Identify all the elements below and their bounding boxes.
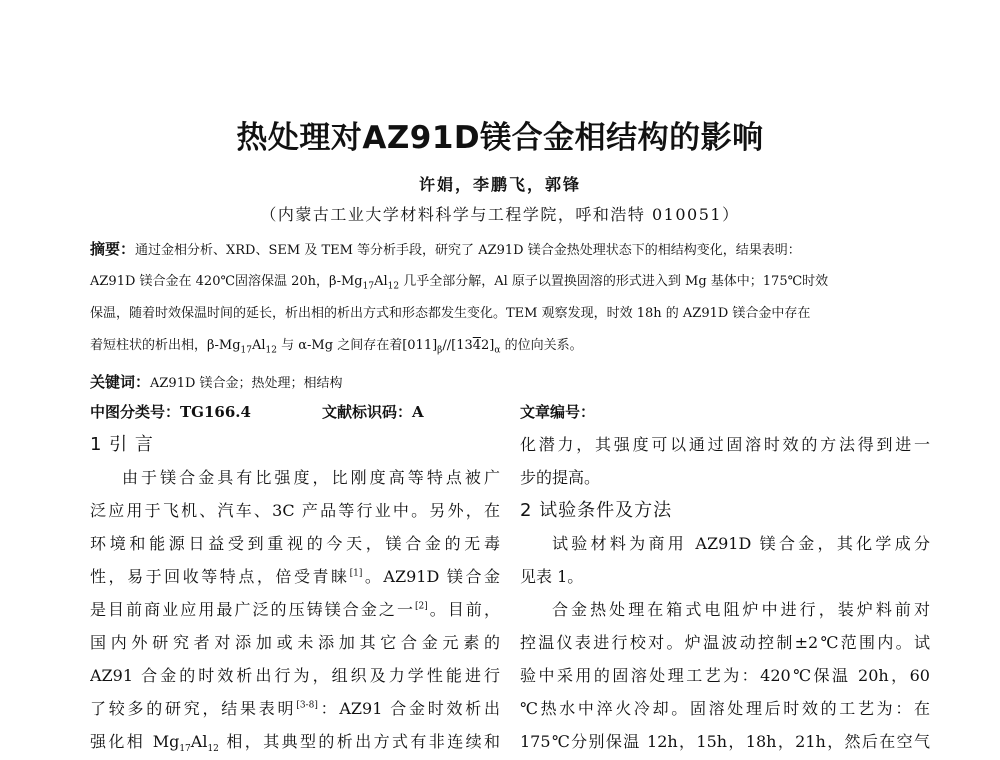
body-line: 环境和能源日益受到重视的今天，镁合金的无毒 bbox=[90, 534, 500, 553]
subscript: α bbox=[494, 345, 501, 356]
body-line bbox=[90, 725, 500, 758]
subscript: 17 bbox=[362, 281, 375, 292]
body-line: 国内外研究者对添加或未添加其它合金元素的 bbox=[90, 633, 500, 652]
article-number: 文章编号： bbox=[520, 403, 596, 421]
body-line bbox=[90, 692, 500, 725]
keywords-label: 关键词： bbox=[90, 373, 151, 391]
abstract-text: 与 α-Mg 之间存在着[011] bbox=[277, 338, 438, 353]
keywords-text: AZ91D 镁合金；热处理；相结构 bbox=[150, 376, 343, 391]
body-text: 是目前商业应用最广泛的压铸镁合金之一 bbox=[90, 600, 415, 619]
clc-number bbox=[90, 401, 251, 422]
abstract-text: //[13 bbox=[442, 338, 473, 353]
abstract-line-1 bbox=[90, 238, 920, 259]
body-text: Al bbox=[190, 732, 208, 751]
subscript: 12 bbox=[387, 281, 400, 292]
body-text: 。目前， bbox=[427, 600, 500, 619]
abstract-line-3: 保温，随着时效保温时间的延长，析出相的析出方式和形态都发生变化。TEM 观察发现，时效 18h 的 AZ91D 镁合金中存在 bbox=[90, 306, 811, 321]
body-line: 由于镁合金具有比强度，比刚度高等特点被广 bbox=[122, 468, 500, 487]
body-text: 强化相 Mg bbox=[90, 732, 180, 751]
subscript: 17 bbox=[240, 345, 252, 356]
abstract-line-2 bbox=[90, 270, 920, 292]
left-column bbox=[90, 428, 500, 758]
clc-label: 中图分类号： bbox=[90, 403, 181, 421]
body-line: 化潜力，其强度可以通过固溶时效的方法得到进一 bbox=[520, 435, 930, 454]
body-line: 175℃分别保温 12h，15h，18h，21h，然后在空气 bbox=[520, 732, 930, 751]
body-line: 试验材料为商用 AZ91D 镁合金，其化学成分 bbox=[552, 534, 930, 553]
abstract-text: 的位向关系。 bbox=[500, 338, 583, 353]
body-line: 见表 1。 bbox=[520, 567, 584, 586]
abstract-text: 着短柱状的析出相，β-Mg bbox=[90, 338, 241, 353]
citation: [2] bbox=[415, 601, 428, 612]
body-text: 。AZ91D 镁合金 bbox=[362, 567, 500, 586]
section-heading-2: 2 试验条件及方法 bbox=[520, 500, 673, 521]
abstract-text: 2] bbox=[481, 338, 495, 353]
subscript: 12 bbox=[265, 345, 277, 356]
abstract-text: Al bbox=[374, 274, 388, 289]
body-line: 控温仪表进行校对。炉温波动控制±2℃范围内。试 bbox=[520, 633, 930, 652]
paper-title: 热处理对AZ91D镁合金相结构的影响 bbox=[236, 120, 764, 156]
body-line: 合金热处理在箱式电阻炉中进行，装炉料前对 bbox=[552, 600, 930, 619]
author-list: 许娟，李鹏飞，郭锋 bbox=[418, 175, 581, 194]
doc-code-value: A bbox=[412, 403, 424, 421]
subscript: 17 bbox=[179, 744, 191, 755]
doc-code-label: 文献标识码： bbox=[322, 403, 413, 421]
body-text: 了较多的研究，结果表明 bbox=[90, 699, 297, 718]
abstract-label: 摘要： bbox=[90, 240, 136, 258]
abstract-line-4 bbox=[90, 334, 920, 356]
section-heading-1: 1 引 言 bbox=[90, 434, 154, 455]
body-text: 性，易于回收等特点，倍受青睐 bbox=[90, 567, 350, 586]
citation: [1] bbox=[349, 568, 363, 579]
clc-value: TG166.4 bbox=[180, 403, 251, 421]
citation: [3-8] bbox=[296, 700, 318, 711]
document-code bbox=[322, 401, 424, 422]
body-line: 验中采用的固溶处理工艺为：420℃保温 20h，60 bbox=[520, 666, 930, 685]
body-text: 相，其典型的析出方式有非连续和 bbox=[218, 732, 500, 751]
body-line: ℃热水中淬火冷却。固溶处理后时效的工艺为：在 bbox=[520, 699, 930, 718]
abstract-text: 几乎全部分解，Al 原子以置换固溶的形式进入到 Mg 基体中；175℃时效 bbox=[399, 274, 829, 289]
body-text: ：AZ91 合金时效析出 bbox=[317, 699, 500, 718]
body-line: 泛应用于飞机、汽车、3C 产品等行业中。另外，在 bbox=[90, 501, 500, 520]
body-line: 步的提高。 bbox=[520, 468, 601, 487]
abstract-text: 通过金相分析、XRD、SEM 及 TEM 等分析手段，研究了 AZ91D 镁合金热处理状态下的相结构变化，结果表明： bbox=[135, 243, 801, 258]
abstract-text: AZ91D 镁合金在 420℃固溶保温 20h，β-Mg bbox=[90, 274, 363, 289]
subscript: β bbox=[437, 345, 443, 356]
overbar-digit: 4 bbox=[472, 338, 482, 353]
affiliation: （内蒙古工业大学材料科学与工程学院，呼和浩特 010051） bbox=[260, 205, 740, 224]
body-line: AZ91 合金的时效析出行为，组织及力学性能进行 bbox=[90, 666, 500, 685]
keywords bbox=[90, 371, 920, 392]
abstract-text: Al bbox=[252, 338, 266, 353]
subscript: 12 bbox=[207, 744, 219, 755]
right-column bbox=[520, 428, 930, 758]
body-line bbox=[90, 560, 500, 593]
body-line bbox=[90, 593, 500, 626]
